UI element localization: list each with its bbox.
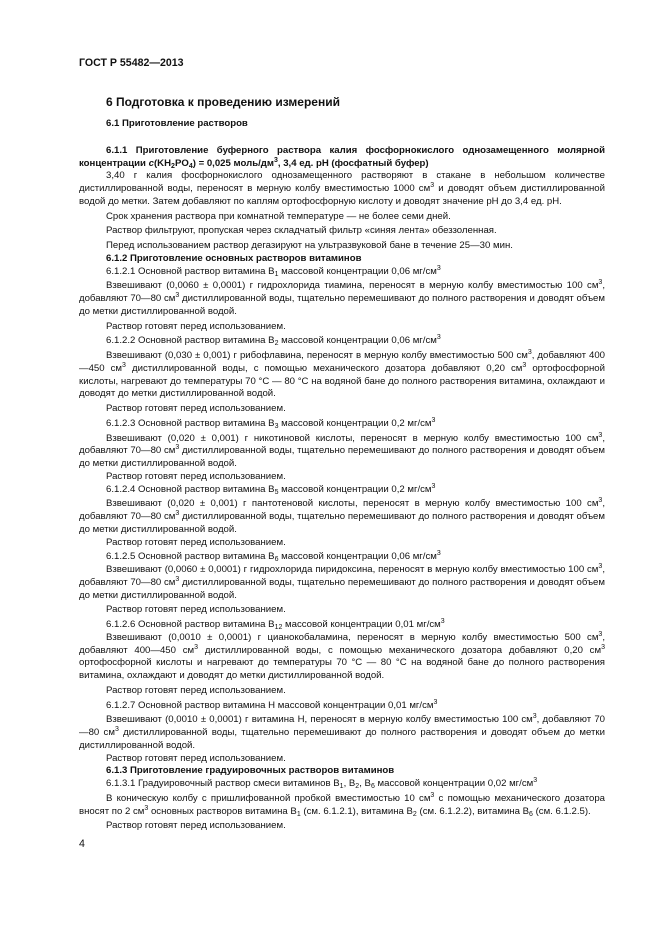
vitamin-b12-title: 6.1.2.6 Основной раствор витамина $B_{12}$ массовой концентрации 0,01 $мг/см^3$ bbox=[106, 618, 445, 631]
vitamin-h-paragraph: Взвешивают (0,0010 ± 0,0001) г витамина Н, переносят в мерную колбу вместимостью 100 $см^3$, добавляют 70—80 $см^3$ дистиллированной воды, тщательно перемешивают до полного растворения и доводят объем до метки дистиллированной водой. bbox=[79, 713, 605, 751]
vitamin-b5-title: 6.1.2.4 Основной раствор витамина $B_5$ массовой концентрации 0,2 $мг/см^3$ bbox=[106, 482, 436, 496]
vitamin-b5-paragraph: Взвешивают (0,020 ± 0,001) г пантотеновой кислоты, переносят в мерную колбу вместимостью 100 $см^3$, добавляют 70—80 $см^3$ дистиллированной воды, тщательно перемешивают до полного растворения и доводят объем до метки дистиллированной водой. bbox=[79, 497, 605, 535]
prepared-note: Раствор готовят перед использованием. bbox=[106, 684, 286, 696]
filter-paragraph: Раствор фильтруют, пропуская через складчатый фильтр «синяя лента» обеззоленная. bbox=[106, 225, 497, 237]
vitamin-b3-paragraph: Взвешивают (0,020 ± 0,001) г никотиновой кислоты, переносят в мерную колбу вместимостью 100 $см^3$, добавляют 70—80 $см^3$ дистиллированной воды, тщательно перемешивают до полного растворения и доводят объем до метки дистиллированной водой. bbox=[79, 431, 605, 469]
vitamin-b6-title: 6.1.2.5 Основной раствор витамина $B_6$ массовой концентрации 0,06 $мг/см^3$ bbox=[106, 550, 441, 564]
vitamin-b2-title: 6.1.2.2 Основной раствор витамина $B_2$ массовой концентрации 0,06 $мг/см^3$ bbox=[106, 334, 441, 348]
section-6-heading: 6 Подготовка к проведению измерений bbox=[106, 95, 340, 109]
vitamin-b1-paragraph: Взвешивают (0,0060 ± 0,0001) г гидрохлорида тиамина, переносят в мерную колбу вместимостью 100 $см^3$, добавляют 70—80 $см^3$ дистиллированной воды, тщательно перемешивают до полного растворения и доводят объем до метки дистиллированной водой. bbox=[79, 279, 605, 317]
calibration-mix-title: 6.1.3.1 Градуировочный раствор смеси витаминов $B_1$, $B_2$, $B_6$ массовой концентрации 0,02 $мг/см^3$ bbox=[106, 777, 538, 790]
standard-header: ГОСТ Р 55482—2013 bbox=[79, 57, 184, 69]
calibration-mix-paragraph: В коническую колбу с пришлифованной пробкой вместимостью 10 $см^3$ с помощью механического дозатора вносят по 2 $см^3$ основных растворов витамина $B_1$ (см. 6.1.2.1), витамина $B_2$ (см. 6.1.2.2), витамина $B_6$ (см. 6.1.2.5). bbox=[79, 791, 606, 818]
section-6-1-heading: 6.1 Приготовление растворов bbox=[106, 118, 248, 129]
prepared-note: Раствор готовят перед использованием. bbox=[106, 320, 286, 332]
degas-paragraph: Перед использованием раствор дегазируют на ультразвуковой бане в течение 25—30 мин. bbox=[106, 240, 513, 251]
section-6-1-3-heading: 6.1.3 Приготовление градуировочных растворов витаминов bbox=[106, 765, 395, 777]
vitamin-b3-title: 6.1.2.3 Основной раствор витамина $B_3$ массовой концентрации 0,2 $мг/см^3$ bbox=[106, 416, 436, 430]
section-6-1-2-heading: 6.1.2 Приготовление основных растворов витаминов bbox=[106, 252, 362, 264]
vitamin-b12-paragraph: Взвешивают (0,0010 ± 0,0001) г цианокобаламина, переносят в мерную колбу вместимостью 500 $см^3$, добавляют 400—450 $см^3$ дистиллированной воды, с помощью механического дозатора добавляют 0,20 $см^3$ ортофосфорной кислоты и нагревают до температуры 70 °С — 80 °С на водяной бане до полного растворения витамина, охлаждают и доводят до метки дистиллированной водой. bbox=[79, 630, 605, 681]
prepared-note: Раствор готовят перед использованием. bbox=[106, 536, 286, 548]
vitamin-h-title: 6.1.2.7 Основной раствор витамина Н массовой концентрации 0,01 $мг/см^3$ bbox=[106, 698, 438, 711]
document-body bbox=[79, 95, 605, 833]
vitamin-b1-title: 6.1.2.1 Основной раствор витамина $B_1$ массовой концентрации 0,06 $мг/см^3$ bbox=[106, 264, 441, 278]
prepared-note: Раствор готовят перед использованием. bbox=[106, 403, 286, 414]
prepared-note: Раствор готовят перед использованием. bbox=[106, 470, 286, 482]
prepared-note: Раствор готовят перед использованием. bbox=[106, 820, 286, 832]
prepared-note: Раствор готовят перед использованием. bbox=[106, 604, 286, 616]
section-6-1-1-heading: 6.1.1 Приготовление буферного раствора калия фосфорнокислого однозамещенного молярной концентрации $c(KH_2PO_4) = 0,025$ моль/$дм^3$, 3,4 ед. pH (фосфатный буфер) bbox=[79, 144, 605, 170]
page-number: 4 bbox=[79, 838, 85, 850]
buffer-paragraph: 3,40 г калия фосфорнокислого однозамещенного растворяют в стакане в небольшом количестве дистиллированной воды, переносят в мерную колбу вместимостью 1000 $см^3$ и доводят объем дистиллированной водой до метки. Затем добавляют по каплям ортофосфорную кислоту и доводят значение рН до 3,4 ед. рН. bbox=[79, 170, 606, 207]
vitamin-b2-paragraph: Взвешивают (0,030 ± 0,001) г рибофлавина, переносят в мерную колбу вместимостью 500 $см^3$, добавляют 400—450 $см^3$ дистиллированной воды, с помощью механического дозатора добавляют 0,20 $см^3$ ортофосфорной кислоты, нагревают до температуры 70 °С — 80 °С на водяной бане до полного растворения витамина, охлаждают и доводят до метки дистиллированной водой. bbox=[79, 349, 605, 400]
vitamin-b6-paragraph: Взвешивают (0,0060 ± 0,0001) г гидрохлорида пиридоксина, переносят в мерную колбу вместимостью 100 $см^3$, добавляют 70—80 $см^3$ дистиллированной воды, тщательно перемешивают до полного растворения и доводят объем до метки дистиллированной водой. bbox=[79, 563, 605, 601]
prepared-note: Раствор готовят перед использованием. bbox=[106, 752, 286, 764]
storage-paragraph: Срок хранения раствора при комнатной температуре — не более семи дней. bbox=[106, 210, 451, 222]
